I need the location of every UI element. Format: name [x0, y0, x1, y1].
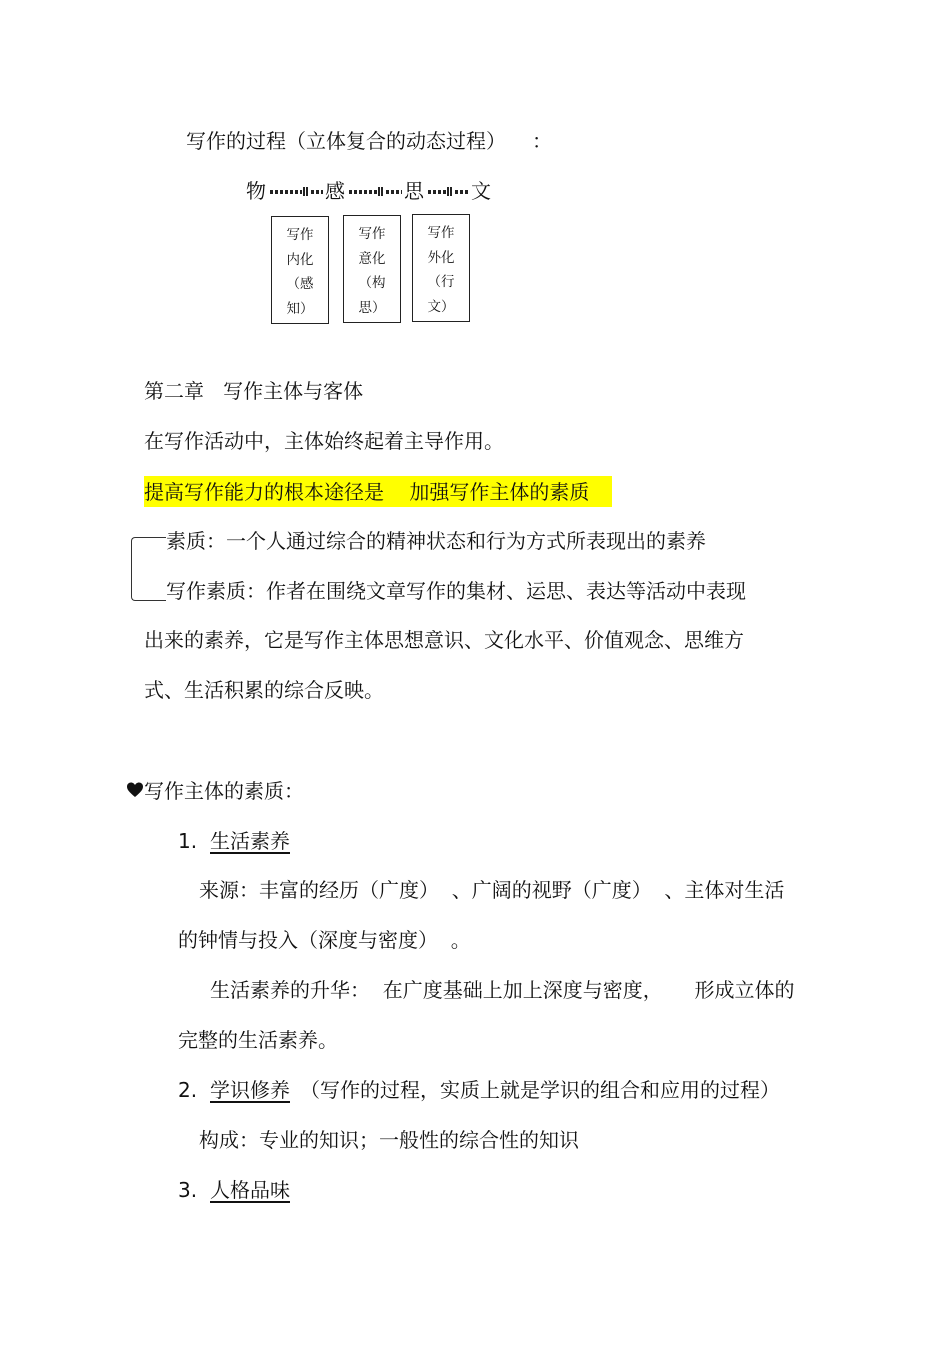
item2-note: （写作的过程，实质上就是学识的组合和应用的过程） [300, 1078, 780, 1102]
item1-label: 生活素养 [210, 829, 290, 853]
box-line: 写作 [427, 225, 455, 241]
flow-node-3 [447, 187, 453, 196]
qualities-title: 写作主体的素质： [144, 779, 304, 803]
item1-number: 1. [178, 829, 198, 853]
box-line: 内化 [286, 251, 314, 268]
box-line: 写作 [358, 226, 386, 242]
flow-word-wen: 文 [471, 179, 491, 203]
flow-connector-3b [455, 190, 469, 194]
heart-bullet-icon [126, 781, 144, 799]
flow-connector-3 [428, 190, 446, 194]
item1-upgrade-line1: 生活素养的升华： 在广度基础上加上深度与密度， 形成立体的 [210, 978, 795, 1002]
leading-role-paragraph: 在写作活动中，主体始终起着主导作用。 [144, 429, 504, 453]
definition-bracket [131, 537, 166, 601]
item1-upgrade-line2: 完整的生活素养。 [178, 1028, 338, 1052]
flow-box-internalize [271, 216, 329, 324]
box-line: （感 [286, 276, 314, 292]
item1-source-line2: 的钟情与投入（深度与密度） 。 [178, 928, 471, 952]
flow-connector-2b [386, 190, 402, 194]
box-line: 意化 [358, 250, 386, 267]
flow-box-conceive [343, 215, 401, 323]
box-line: 知） [286, 300, 314, 317]
item2-composition: 构成：专业的知识；一般性的综合性的知识 [199, 1128, 579, 1152]
chapter-title: 第二章 写作主体与客体 [144, 379, 364, 403]
highlighted-key-sentence: 提高写作能力的根本途径是 加强写作主体的素质 [144, 476, 612, 507]
flow-node-1 [303, 187, 309, 196]
process-heading [186, 128, 506, 154]
flow-box-externalize [412, 214, 470, 322]
definition-writing-line2: 出来的素养，它是写作主体思想意识、文化水平、价值观念、思维方 [144, 628, 744, 652]
item3-label: 人格品味 [210, 1178, 290, 1202]
item1-source-line1: 来源：丰富的经历（广度） 、广阔的视野（广度） 、主体对生活 [199, 878, 785, 902]
process-heading-text: 写作的过程（立体复合的动态过程） [186, 129, 506, 153]
item2-label: 学识修养 [210, 1078, 290, 1102]
item3-number: 3. [178, 1178, 198, 1202]
box-line: （行 [427, 274, 455, 290]
item2-number: 2. [178, 1078, 198, 1102]
definition-writing-line1: 写作素质：作者在围绕文章写作的集材、运思、表达等活动中表现 [166, 579, 746, 603]
heart-icon [126, 781, 144, 799]
definition-writing-line3: 式、生活积累的综合反映。 [144, 678, 384, 702]
definition-suzhi: 素质：一个人通过综合的精神状态和行为方式所表现出的素养 [166, 529, 706, 553]
flow-word-wu: 物 [246, 179, 266, 203]
flow-connector-1 [270, 190, 302, 194]
flow-connector-2 [349, 190, 377, 194]
box-line: 外化 [427, 249, 455, 266]
process-heading-colon: ： [532, 129, 552, 153]
box-line: 思） [358, 299, 386, 316]
flow-word-gan: 感 [325, 179, 345, 203]
flow-connector-1b [311, 190, 323, 194]
box-line: 写作 [286, 227, 314, 243]
box-line: （构 [358, 275, 386, 291]
flow-node-2 [378, 187, 384, 196]
box-line: 文） [427, 298, 455, 315]
flow-word-si: 思 [404, 179, 424, 203]
